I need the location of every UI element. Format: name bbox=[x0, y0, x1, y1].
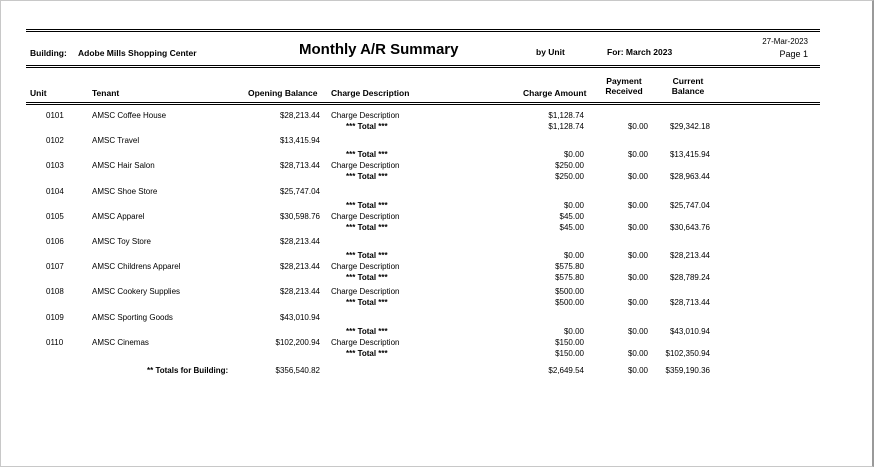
header-rule-top-2 bbox=[26, 31, 820, 32]
unit-number: 0102 bbox=[46, 136, 64, 145]
tenant-name: AMSC Toy Store bbox=[92, 237, 151, 246]
unit-number: 0106 bbox=[46, 237, 64, 246]
charge-description: Charge Description bbox=[331, 338, 400, 347]
tenant-total-row bbox=[0, 348, 874, 360]
current-balance: $25,747.04 bbox=[669, 201, 710, 210]
unit-number: 0103 bbox=[46, 161, 64, 170]
period-label: For: March 2023 bbox=[607, 47, 673, 57]
payment-received: $0.00 bbox=[627, 273, 648, 282]
total-label: *** Total *** bbox=[346, 201, 388, 210]
opening-balance: $43,010.94 bbox=[279, 313, 320, 322]
building-totals-row bbox=[0, 365, 874, 377]
total-label: *** Total *** bbox=[346, 273, 388, 282]
col-charge-amount: Charge Amount bbox=[523, 88, 587, 98]
tenant-name: AMSC Coffee House bbox=[92, 111, 167, 120]
total-label: *** Total *** bbox=[346, 223, 388, 232]
unit-number: 0101 bbox=[46, 111, 64, 120]
tenant-name: AMSC Hair Salon bbox=[92, 161, 155, 170]
building-label: Building: bbox=[30, 48, 67, 58]
header-rule-top-1 bbox=[26, 29, 820, 30]
total-charge-amount: $250.00 bbox=[555, 172, 584, 181]
total-charge-amount: $150.00 bbox=[555, 349, 584, 358]
unit-number: 0105 bbox=[46, 212, 64, 221]
tenant-name: AMSC Cookery Supplies bbox=[92, 287, 181, 296]
total-charge-amount: $575.80 bbox=[555, 273, 584, 282]
tenant-total-row bbox=[0, 297, 874, 309]
tenant-name: AMSC Cinemas bbox=[92, 338, 149, 347]
col-charge-description: Charge Description bbox=[331, 88, 410, 98]
tenant-total-row bbox=[0, 222, 874, 234]
building-totals-current: $359,190.36 bbox=[665, 366, 710, 375]
unit-number: 0108 bbox=[46, 287, 64, 296]
header-rule-mid-1 bbox=[26, 65, 820, 66]
charge-description: Charge Description bbox=[331, 161, 400, 170]
charge-description: Charge Description bbox=[331, 111, 400, 120]
tenant-name: AMSC Shoe Store bbox=[92, 187, 158, 196]
col-current-l1: Current bbox=[672, 76, 704, 86]
current-balance: $29,342.18 bbox=[669, 122, 710, 131]
total-charge-amount: $500.00 bbox=[555, 298, 584, 307]
current-balance: $13,415.94 bbox=[669, 150, 710, 159]
unit-number: 0110 bbox=[46, 338, 64, 347]
current-balance: $28,213.44 bbox=[669, 251, 710, 260]
building-name: Adobe Mills Shopping Center bbox=[78, 48, 197, 58]
payment-received: $0.00 bbox=[627, 327, 648, 336]
table-row bbox=[0, 236, 874, 248]
col-current-l2: Balance bbox=[671, 86, 705, 96]
column-header-rule-2 bbox=[26, 104, 820, 105]
total-charge-amount: $0.00 bbox=[563, 251, 584, 260]
col-tenant: Tenant bbox=[92, 88, 120, 98]
charge-description: Charge Description bbox=[331, 212, 400, 221]
payment-received: $0.00 bbox=[627, 122, 648, 131]
charge-amount: $250.00 bbox=[555, 161, 584, 170]
total-label: *** Total *** bbox=[346, 122, 388, 131]
charge-amount: $150.00 bbox=[555, 338, 584, 347]
tenant-total-row bbox=[0, 272, 874, 284]
current-balance: $43,010.94 bbox=[669, 327, 710, 336]
tenant-name: AMSC Childrens Apparel bbox=[92, 262, 181, 271]
table-row bbox=[0, 135, 874, 147]
opening-balance: $28,213.44 bbox=[279, 287, 320, 296]
table-row bbox=[0, 186, 874, 198]
opening-balance: $25,747.04 bbox=[279, 187, 320, 196]
total-label: *** Total *** bbox=[346, 298, 388, 307]
payment-received: $0.00 bbox=[627, 251, 648, 260]
building-totals-label: ** Totals for Building: bbox=[147, 366, 229, 375]
table-row bbox=[0, 312, 874, 324]
unit-number: 0109 bbox=[46, 313, 64, 322]
charge-amount: $1,128.74 bbox=[548, 111, 584, 120]
building-totals-payment: $0.00 bbox=[627, 366, 648, 375]
opening-balance: $28,213.44 bbox=[279, 237, 320, 246]
col-payment-l1: Payment bbox=[606, 76, 642, 86]
header-rule-mid-2 bbox=[26, 67, 820, 68]
charge-description: Charge Description bbox=[331, 287, 400, 296]
by-unit-label: by Unit bbox=[536, 47, 565, 57]
payment-received: $0.00 bbox=[627, 201, 648, 210]
current-balance: $28,963.44 bbox=[669, 172, 710, 181]
payment-received: $0.00 bbox=[627, 223, 648, 232]
total-label: *** Total *** bbox=[346, 349, 388, 358]
opening-balance: $28,213.44 bbox=[279, 262, 320, 271]
current-balance: $28,789.24 bbox=[669, 273, 710, 282]
total-charge-amount: $0.00 bbox=[563, 201, 584, 210]
total-label: *** Total *** bbox=[346, 172, 388, 181]
total-label: *** Total *** bbox=[346, 327, 388, 336]
col-opening-balance: Opening Balance bbox=[248, 88, 318, 98]
total-charge-amount: $1,128.74 bbox=[548, 122, 584, 131]
opening-balance: $28,213.44 bbox=[279, 111, 320, 120]
total-label: *** Total *** bbox=[346, 150, 388, 159]
page-number: Page 1 bbox=[779, 49, 808, 59]
total-charge-amount: $45.00 bbox=[559, 223, 584, 232]
building-totals-amount: $2,649.54 bbox=[548, 366, 584, 375]
opening-balance: $30,598.76 bbox=[279, 212, 320, 221]
charge-amount: $575.80 bbox=[555, 262, 584, 271]
payment-received: $0.00 bbox=[627, 150, 648, 159]
tenant-name: AMSC Travel bbox=[92, 136, 140, 145]
tenant-name: AMSC Apparel bbox=[92, 212, 145, 221]
charge-amount: $45.00 bbox=[559, 212, 584, 221]
column-header-rule-1 bbox=[26, 102, 820, 103]
current-balance: $102,350.94 bbox=[665, 349, 710, 358]
charge-description: Charge Description bbox=[331, 262, 400, 271]
payment-received: $0.00 bbox=[627, 298, 648, 307]
building-totals-opening: $356,540.82 bbox=[275, 366, 320, 375]
tenant-total-row bbox=[0, 121, 874, 133]
unit-number: 0107 bbox=[46, 262, 64, 271]
report-title: Monthly A/R Summary bbox=[299, 41, 459, 58]
report-date: 27-Mar-2023 bbox=[762, 37, 808, 46]
col-payment-l2: Received bbox=[605, 86, 643, 96]
tenant-name: AMSC Sporting Goods bbox=[92, 313, 173, 322]
payment-received: $0.00 bbox=[627, 349, 648, 358]
tenant-total-row bbox=[0, 171, 874, 183]
total-label: *** Total *** bbox=[346, 251, 388, 260]
unit-number: 0104 bbox=[46, 187, 64, 196]
current-balance: $30,643.76 bbox=[669, 223, 710, 232]
payment-received: $0.00 bbox=[627, 172, 648, 181]
charge-amount: $500.00 bbox=[555, 287, 584, 296]
opening-balance: $102,200.94 bbox=[275, 338, 320, 347]
opening-balance: $13,415.94 bbox=[279, 136, 320, 145]
current-balance: $28,713.44 bbox=[669, 298, 710, 307]
total-charge-amount: $0.00 bbox=[563, 150, 584, 159]
opening-balance: $28,713.44 bbox=[279, 161, 320, 170]
total-charge-amount: $0.00 bbox=[563, 327, 584, 336]
col-unit: Unit bbox=[30, 88, 47, 98]
